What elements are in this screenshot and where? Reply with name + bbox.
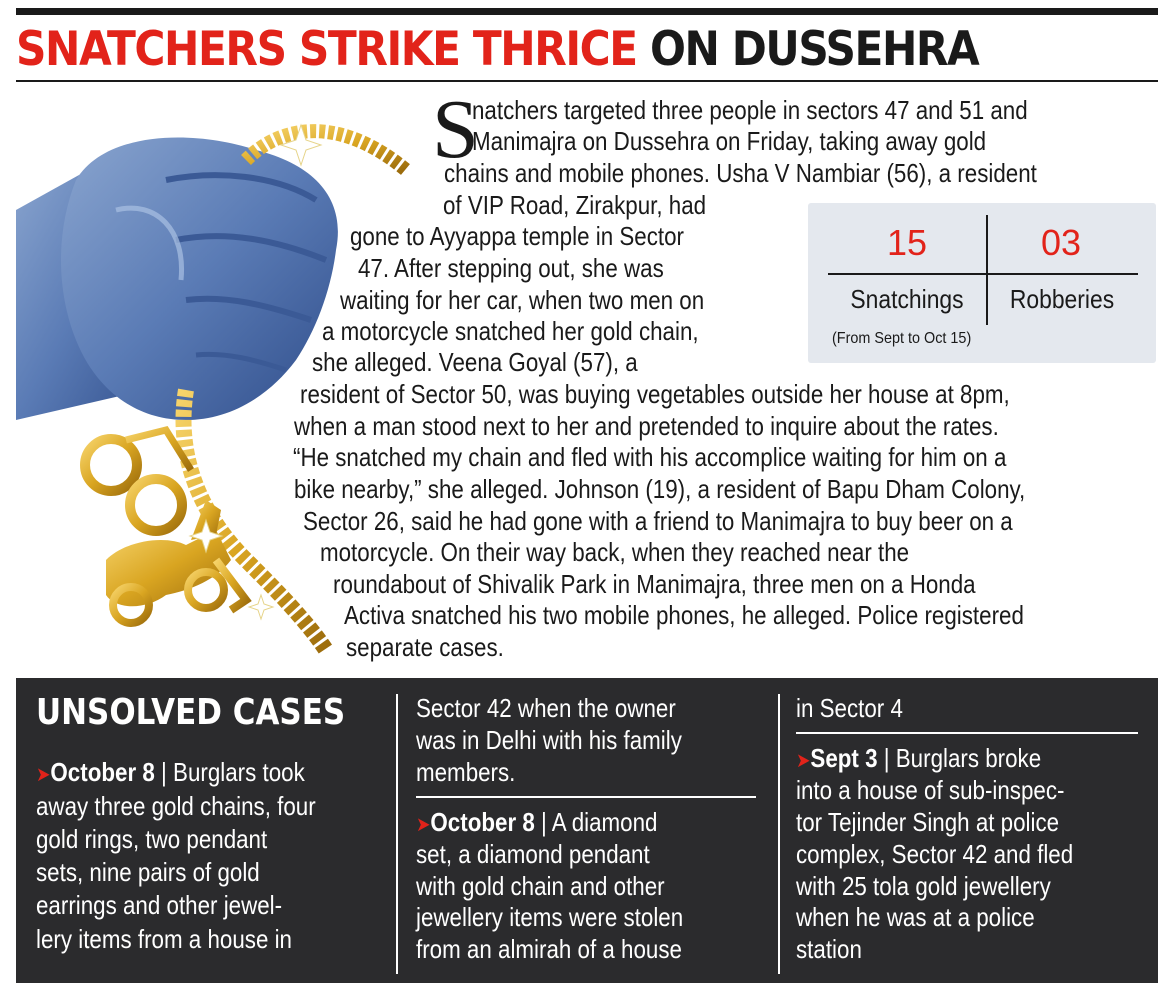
stats-divider-vertical (986, 215, 988, 325)
story-line: separate cases. (346, 632, 504, 662)
case3-line: with 25 tola gold jewellery (796, 871, 1051, 901)
case3-line: when he was at a police (796, 902, 1035, 932)
story-line: Sector 26, said he had gone with a friend to Manimajra to buy beer on a (303, 506, 1013, 536)
case1-line: was in Delhi with his family (416, 725, 682, 755)
column-separator (778, 694, 780, 974)
red-arrow-icon: ➤ (796, 750, 811, 772)
headline-dark: ON DUSSEHRA (649, 22, 979, 77)
case2-text: | A diamond (541, 807, 658, 837)
story-line: resident of Sector 50, was buying vegetables outside her house at 8pm, (300, 379, 1010, 409)
case1-text: | Burglars took (161, 757, 305, 787)
headline-rule (16, 80, 1158, 82)
case2-line: set, a diamond pendant (416, 839, 650, 869)
case3-line: station (796, 934, 862, 964)
case-rule (796, 732, 1138, 734)
unsolved-cases-panel (16, 678, 1158, 983)
case2-line: in Sector 4 (796, 693, 903, 723)
story-line: a motorcycle snatched her gold chain, (322, 316, 699, 346)
story-line: gone to Ayyappa temple in Sector (350, 221, 684, 251)
fist-holding-gold-chain-icon (16, 90, 436, 660)
story-line: when a man stood next to her and pretended to inquire about the rates. (294, 411, 999, 441)
snatchings-label: Snatchings (850, 284, 964, 314)
story-line: 47. After stepping out, she was (358, 253, 664, 283)
case1-date: October 8 (50, 757, 155, 787)
story-line: Manimajra on Dussehra on Friday, taking away gold (472, 126, 987, 156)
red-arrow-icon: ➤ (36, 764, 51, 786)
case3-line (796, 742, 1041, 777)
case3-line: into a house of sub-inspec- (796, 775, 1065, 805)
headline (16, 20, 978, 80)
case3-line: complex, Sector 42 and fled (796, 839, 1074, 869)
column-separator (396, 694, 398, 974)
snatchings-value: 15 (886, 222, 928, 263)
case1-line: members. (416, 757, 516, 787)
story-line: bike nearby,” she alleged. Johnson (19), a resident of Bapu Dham Colony, (294, 474, 1026, 504)
case1-line: gold rings, two pendant (36, 824, 268, 854)
case2-line: jewellery items were stolen (416, 902, 684, 932)
story-line: chains and mobile phones. Usha V Nambiar (56), a resident (444, 158, 1037, 188)
case1-line: earrings and other jewel- (36, 890, 283, 920)
robberies-value: 03 (1040, 222, 1082, 263)
top-rule (16, 8, 1158, 15)
case2-date: October 8 (430, 807, 535, 837)
case1-line: Sector 42 when the owner (416, 693, 676, 723)
case2-line (416, 806, 657, 841)
case1-line: away three gold chains, four (36, 791, 316, 821)
story-line: of VIP Road, Zirakpur, had (443, 190, 707, 220)
case2-line: from an almirah of a house (416, 934, 682, 964)
case1-line (36, 756, 305, 791)
case3-date: Sept 3 (810, 743, 878, 773)
story-line: motorcycle. On their way back, when they reached near the (320, 537, 910, 567)
case1-line: lery items from a house in (36, 924, 292, 954)
story-line: roundabout of Shivalik Park in Manimajra, three men on a Honda (333, 569, 976, 599)
stats-box (808, 203, 1156, 363)
red-arrow-icon: ➤ (416, 814, 431, 836)
case1-line: sets, nine pairs of gold (36, 857, 260, 887)
story-line: she alleged. Veena Goyal (57), a (312, 347, 638, 377)
stats-note: (From Sept to Oct 15) (832, 330, 972, 347)
headline-red: SNATCHERS STRIKE THRICE (16, 22, 637, 77)
story-line: Activa snatched his two mobile phones, he alleged. Police registered (344, 600, 1024, 630)
stats-divider-horizontal (828, 273, 1138, 275)
story-line: natchers targeted three people in sectors 47 and 51 and (472, 95, 1028, 125)
case3-line: tor Tejinder Singh at police (796, 807, 1060, 837)
case3-text: | Burglars broke (883, 743, 1042, 773)
story-line: “He snatched my chain and fled with his accomplice waiting for him on a (293, 442, 1007, 472)
story-line: waiting for her car, when two men on (340, 285, 705, 315)
story-dropcap: S (432, 83, 479, 176)
robberies-label: Robberies (1009, 284, 1115, 314)
case2-line: with gold chain and other (416, 871, 665, 901)
unsolved-title: UNSOLVED CASES (36, 692, 346, 733)
case-rule (416, 796, 756, 798)
